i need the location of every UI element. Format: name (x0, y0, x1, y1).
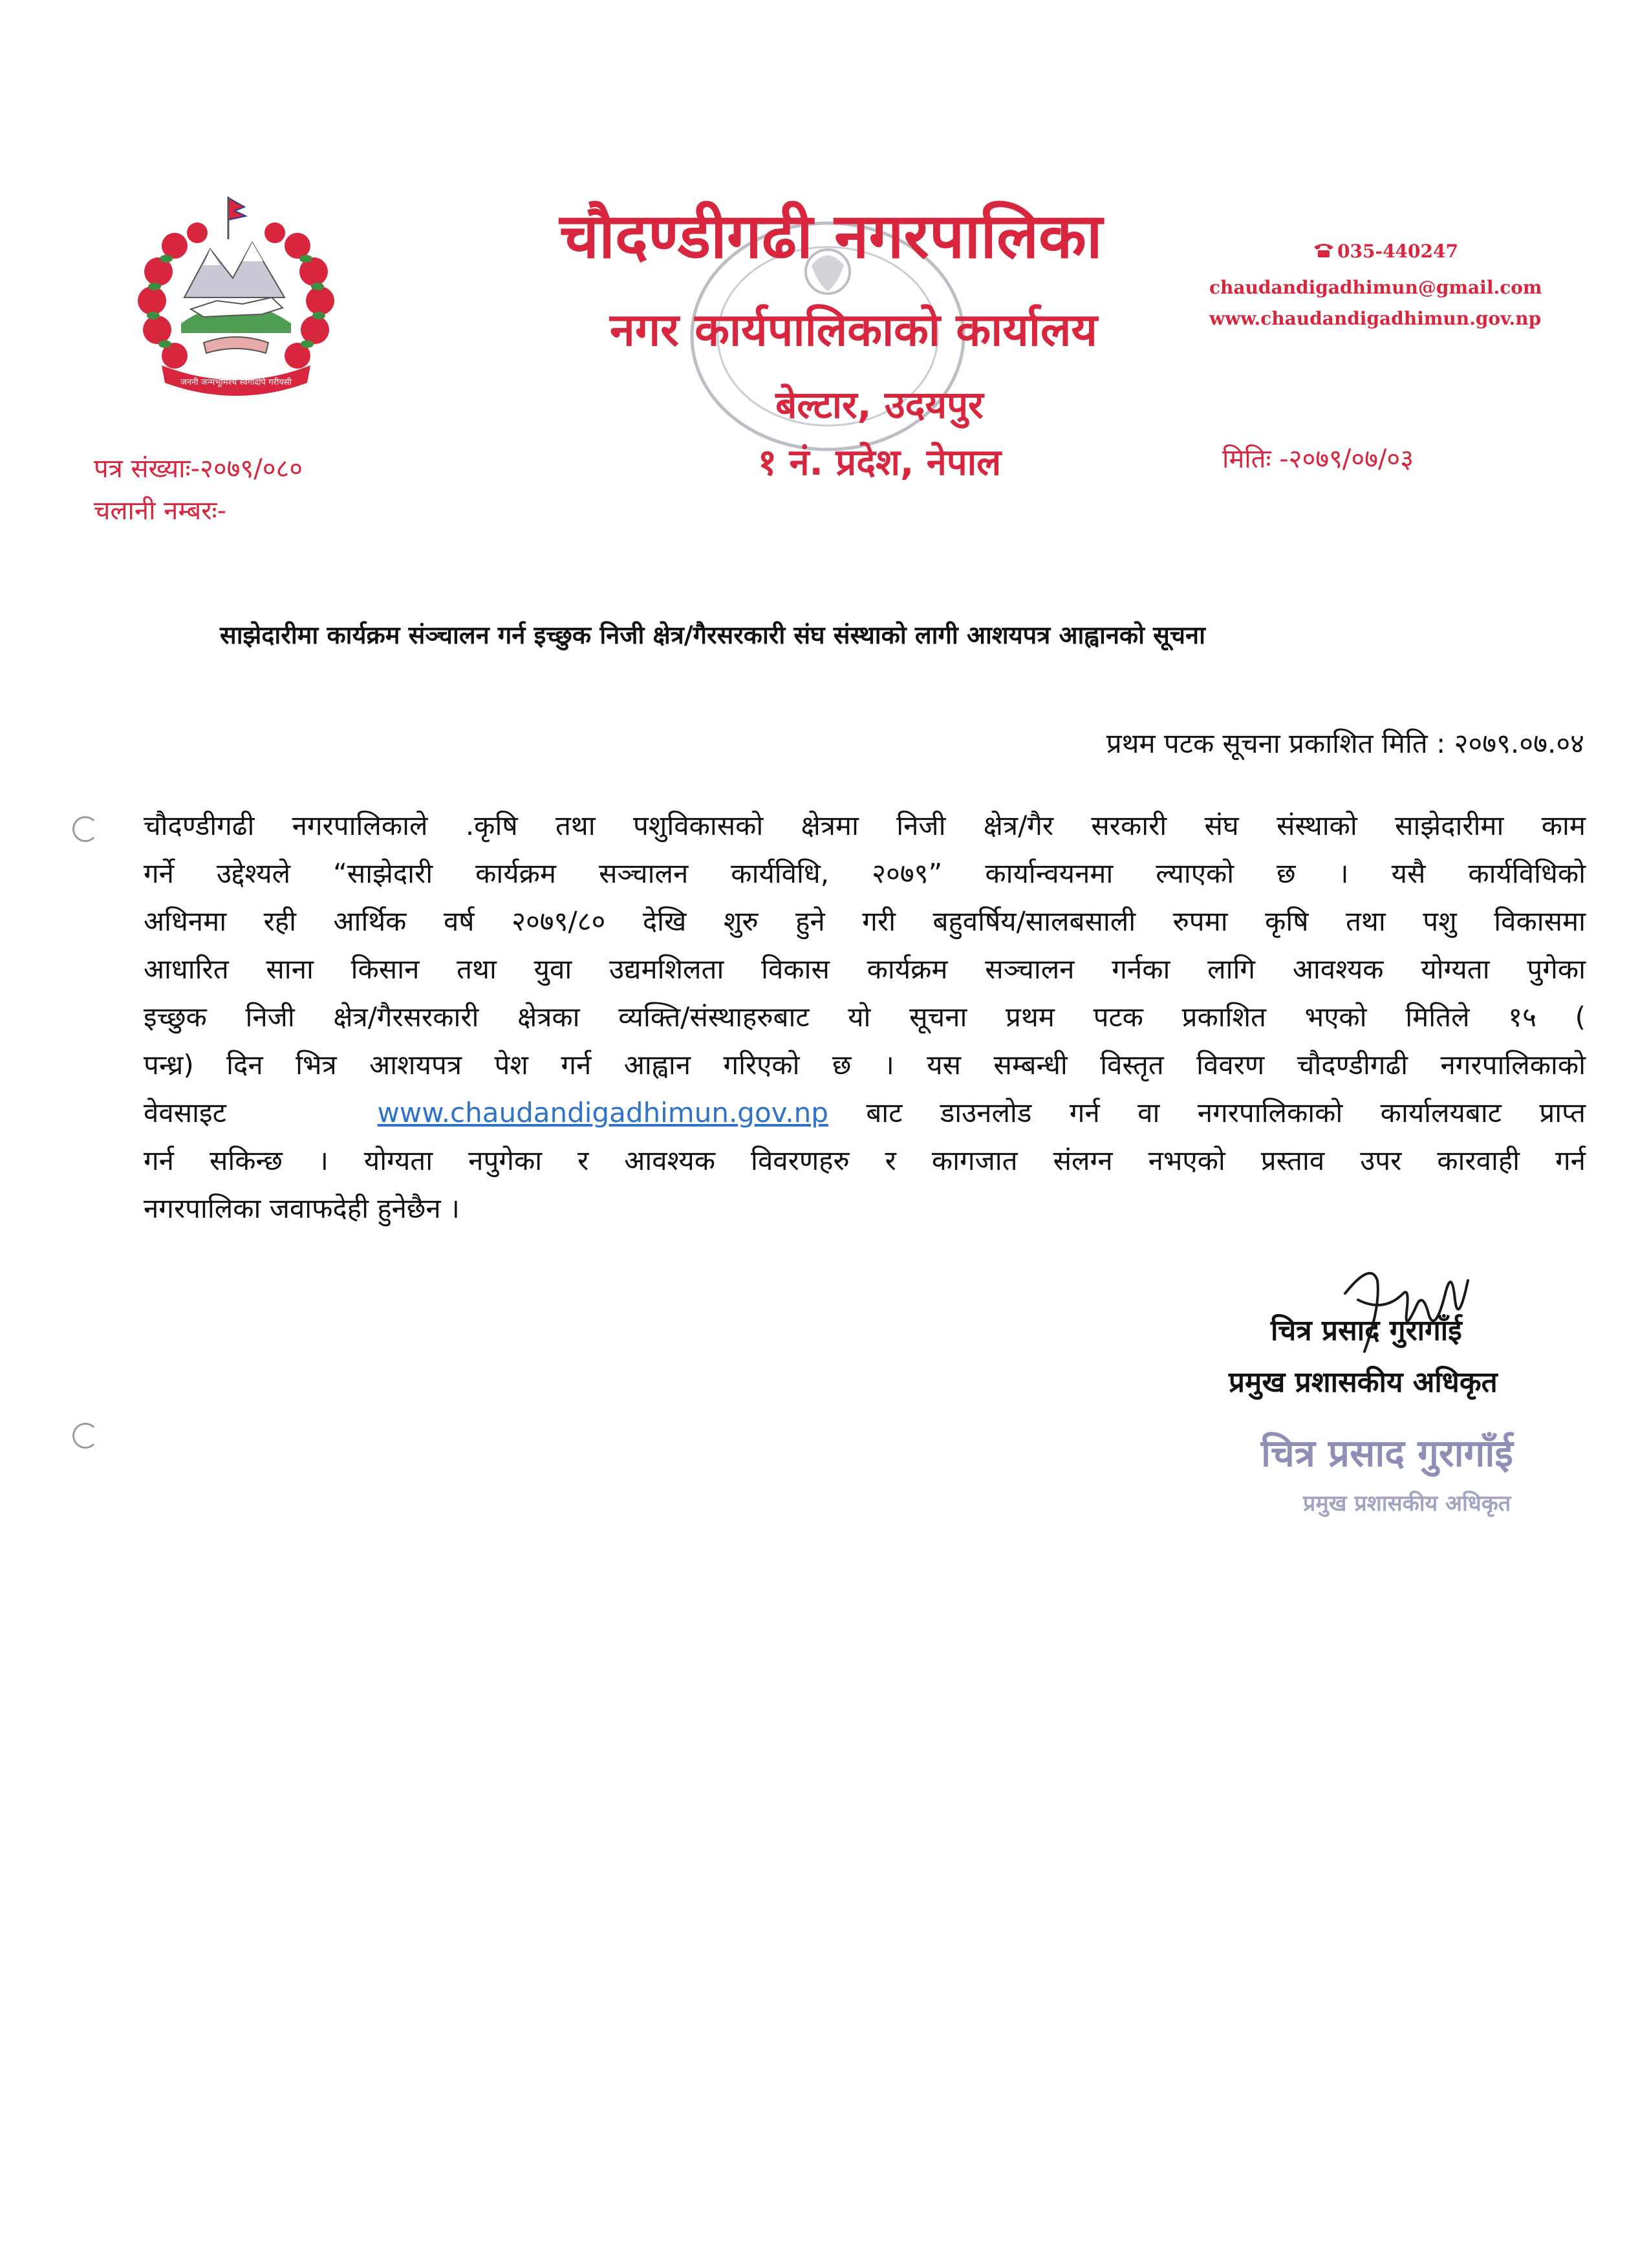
punch-hole-mark (72, 1423, 98, 1449)
office-location: बेल्टार, उदयपुर (775, 383, 984, 427)
website-link[interactable]: www.chaudandigadhimun.gov.np (377, 1097, 828, 1129)
first-publication-date: प्रथम पटक सूचना प्रकाशित मिति : २०७९.०७.०४ (1106, 728, 1584, 759)
punch-hole-mark (72, 816, 98, 842)
body-line: अधिनमा रही आर्थिक वर्ष २०७९/८० देखि शुरु हुने गरी बहुवर्षिय/सालबसाली रुपमा कृषि तथा पशु विकासमा (144, 905, 1586, 937)
website-prefix: वेवसाइट (144, 1097, 226, 1129)
office-name: नगर कार्यपालिकाको कार्यालय (609, 303, 1098, 356)
email-address: chaudandigadhimun@gmail.com (1209, 277, 1542, 298)
name-stamp: चित्र प्रसाद गुरागाँई (1261, 1431, 1513, 1475)
body-line: चौदण्डीगढी नगरपालिकाले .कृषि तथा पशुविकासको क्षेत्रमा निजी क्षेत्र/गैर सरकारी संघ संस्थाको साझेदारीमा काम (144, 810, 1586, 841)
notice-body (144, 802, 1586, 1233)
body-line-website (144, 1089, 1586, 1137)
notice-subject: साझेदारीमा कार्यक्रम संञ्चालन गर्न इच्छुक निजी क्षेत्र/गैरसरकारी संघ संस्थाको लागी आशयपत्र आह्वानको सूचना (220, 621, 1205, 649)
body-line: इच्छुक निजी क्षेत्र/गैरसरकारी क्षेत्रका व्यक्ति/संस्थाहरुबाट यो सूचना प्रथम पटक प्रकाशित भएको मितिले १५ ( (144, 1001, 1586, 1033)
svg-text:जननी जन्मभूमिश्च स्वर्गादपि गर: जननी जन्मभूमिश्च स्वर्गादपि गरीयसी (180, 378, 292, 387)
body-line: नगरपालिका जवाफदेही हुनेछैन । (144, 1193, 460, 1224)
dispatch-number: चलानी नम्बरः- (94, 496, 227, 526)
letter-number: पत्र संख्याः-२०७९/०८० (94, 454, 303, 484)
letter-date: मितिः -२०७९/०७/०३ (1222, 444, 1414, 474)
municipality-name: चौदण्डीगढी नगरपालिका (559, 200, 1103, 272)
body-line: पन्ध्र) दिन भित्र आशयपत्र पेश गर्न आह्वान गरिएको छ । यस सम्बन्धी विस्तृत विवरण चौदण्डीगढी नगरपालिकाको (144, 1049, 1586, 1081)
body-line: गर्न सकिन्छ । योग्यता नपुगेका र आवश्यक विवरणहरु र कागजात संलग्न नभएको प्रस्ताव उपर कारवाही गर्न (144, 1145, 1586, 1176)
designation-stamp: प्रमुख प्रशासकीय अधिकृत (1303, 1491, 1511, 1517)
signatory-designation: प्रमुख प्रशासकीय अधिकृत (1229, 1366, 1498, 1399)
office-province: १ नं. प्रदेश, नेपाल (757, 442, 1002, 484)
website-suffix: बाट डाउनलोड गर्न वा नगरपालिकाको कार्यालयबाट प्राप्त (866, 1097, 1586, 1129)
phone-number: 035-440247 (1337, 241, 1458, 262)
body-line: गर्ने उद्देश्यले “साझेदारी कार्यक्रम सञ्चालन कार्यविधि, २०७९” कार्यान्वयनमा ल्याएको छ । यसै कार्यविधिको (144, 858, 1586, 889)
signatory-name: चित्र प्रसाद गुरागाँई (1271, 1314, 1462, 1347)
website-url: www.chaudandigadhimun.gov.np (1209, 308, 1542, 329)
body-line: आधारित साना किसान तथा युवा उद्यमशिलता विकास कार्यक्रम सञ्चालन गर्नका लागि आवश्यक योग्यता पुगेका (144, 953, 1586, 985)
municipality-emblem-icon (113, 194, 359, 407)
